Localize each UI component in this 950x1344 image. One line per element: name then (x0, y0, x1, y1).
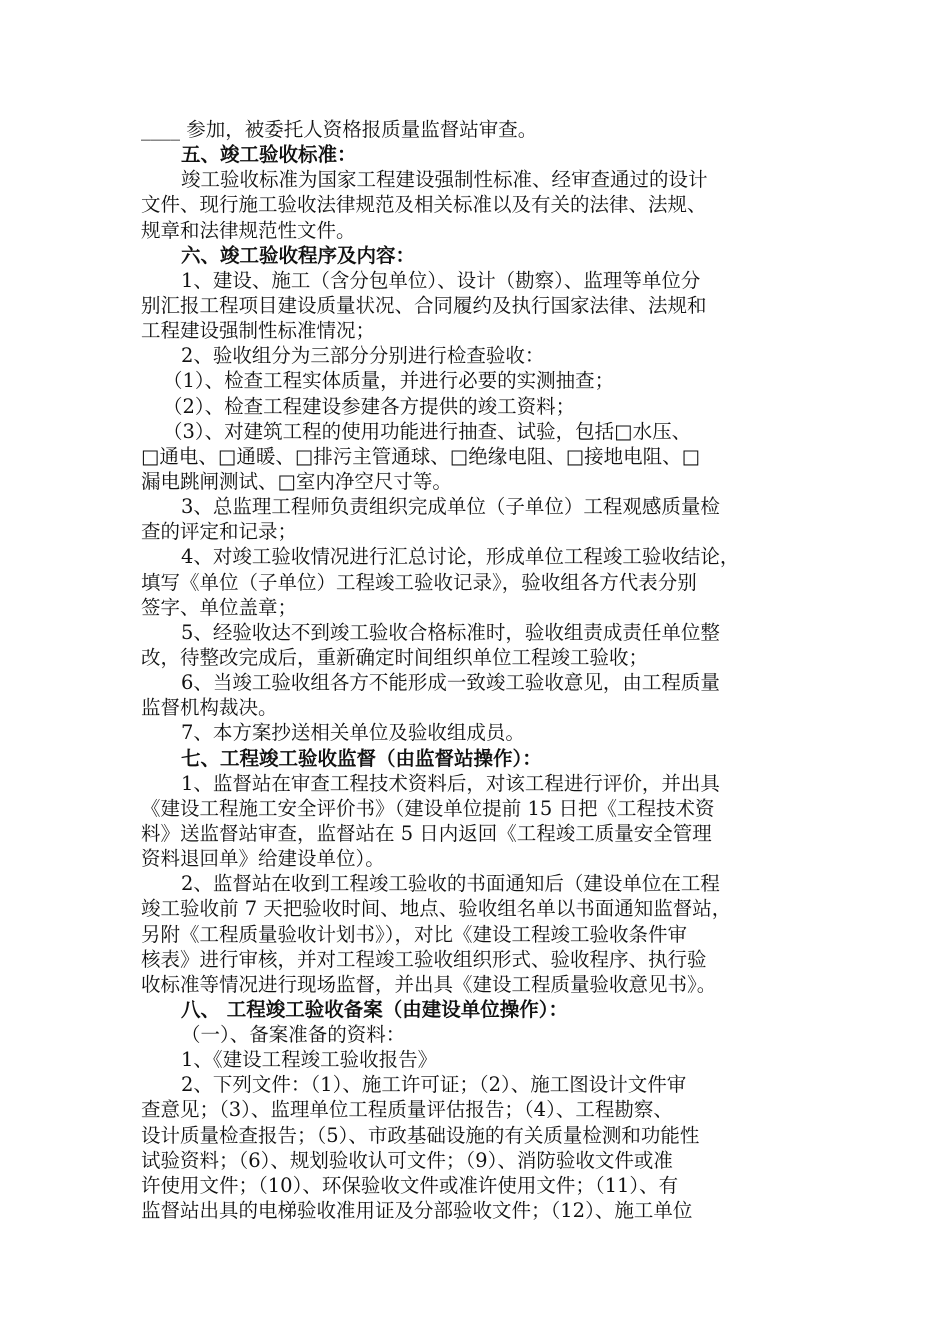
section-heading: 五、竣工验收标准： (181, 143, 357, 167)
text-line: 6、当竣工验收组各方不能形成一致竣工验收意见，由工程质量 (181, 671, 720, 695)
text-line: 《建设工程施工安全评价书》（建设单位提前 15 日把《工程技术资 (141, 796, 715, 820)
text-line: （1）、检查工程实体质量，并进行必要的实测抽查； (163, 369, 615, 393)
text-line: 资料退回单》给建设单位）。 (141, 847, 385, 871)
text-line: 2、监督站在收到工程竣工验收的书面通知后（建设单位在工程 (181, 872, 720, 896)
text-line: 2、下列文件：（1）、施工许可证；（2）、施工图设计文件审 (181, 1073, 687, 1097)
section-heading: 六、竣工验收程序及内容： (181, 243, 416, 267)
text-line: 改，待整改完成后，重新确定时间组织单位工程竣工验收； (141, 645, 649, 669)
text-line: 另附《工程质量验收计划书》），对比《建设工程竣工验收条件审 (141, 922, 688, 946)
text-line: 5、经验收达不到竣工验收合格标准时，验收组责成责任单位整 (181, 620, 720, 644)
text-line: 料》送监督站审查，监督站在 5 日内返回《工程竣工质量安全管理 (141, 821, 712, 845)
text-line: 核表》进行审核，并对工程竣工验收组织形式、验收程序、执行验 (141, 947, 707, 971)
text-line: 监督机构裁决。 (141, 696, 278, 720)
text-line: 文件、现行施工验收法律规范及相关标准以及有关的法律、法规、 (141, 193, 707, 217)
section-heading: 七、工程竣工验收监督（由监督站操作）： (181, 746, 542, 770)
text-line: 规章和法律规范性文件。 (141, 218, 356, 242)
text-line: 工程建设强制性标准情况； (141, 319, 376, 343)
text-line: 许使用文件；（10）、环保验收文件或准许使用文件；（11）、有 (141, 1173, 679, 1197)
text-line: 签字、单位盖章； (141, 595, 298, 619)
text-line: 漏电跳闸测试、□室内净空尺寸等。 (141, 469, 452, 493)
text-line: 收标准等情况进行现场监督，并出具《建设工程质量验收意见书》。 (141, 972, 717, 996)
text-line: （一）、备案准备的资料： (181, 1023, 406, 1047)
text-line: 竣工验收标准为国家工程建设强制性标准、经审查通过的设计 (181, 168, 708, 192)
text-line: 试验资料；（6）、规划验收认可文件；（9）、消防验收文件或准 (141, 1148, 673, 1172)
text-line: （2）、检查工程建设参建各方提供的竣工资料； (163, 394, 576, 418)
text-line: 查的评定和记录； (141, 520, 298, 544)
text-line: 竣工验收前 7 天把验收时间、地点、验收组名单以书面通知监督站， (141, 897, 732, 921)
text-line: 查意见；（3）、监理单位工程质量评估报告；（4）、工程勘察、 (141, 1098, 673, 1122)
text-line: 填写《单位（子单位）工程竣工验收记录》，验收组各方代表分别 (141, 570, 697, 594)
text-line: 1、监督站在审查工程技术资料后，对该工程进行评价，并出具 (181, 771, 720, 795)
text-line: ____ 参加，被委托人资格报质量监督站审查。 (141, 118, 538, 141)
text-line: 监督站出具的电梯验收准用证及分部验收文件；（12）、施工单位 (141, 1199, 693, 1223)
text-line: 4、对竣工验收情况进行汇总讨论，形成单位工程竣工验收结论， (181, 545, 740, 569)
text-line: 设计质量检查报告；（5）、市政基础设施的有关质量检测和功能性 (141, 1123, 700, 1147)
text-line: （3）、对建筑工程的使用功能进行抽查、试验，包括□水压、 (163, 419, 692, 443)
text-line: 2、验收组分为三部分分别进行检查验收： (181, 344, 545, 368)
text-line: 1、《建设工程竣工验收报告》 (181, 1048, 438, 1072)
text-line: 7、本方案抄送相关单位及验收组成员。 (181, 721, 525, 745)
section-heading: 八、 工程竣工验收备案（由建设单位操作）： (181, 997, 569, 1021)
text-line: □通电、□通暖、□排污主管通球、□绝缘电阻、□接地电阻、□ (141, 444, 701, 468)
text-line: 别汇报工程项目建设质量状况、合同履约及执行国家法律、法规和 (141, 293, 707, 317)
text-line: 1、建设、施工（含分包单位）、设计（勘察）、监理等单位分 (181, 268, 701, 292)
text-line: 3、总监理工程师负责组织完成单位（子单位）工程观感质量检 (181, 495, 720, 519)
